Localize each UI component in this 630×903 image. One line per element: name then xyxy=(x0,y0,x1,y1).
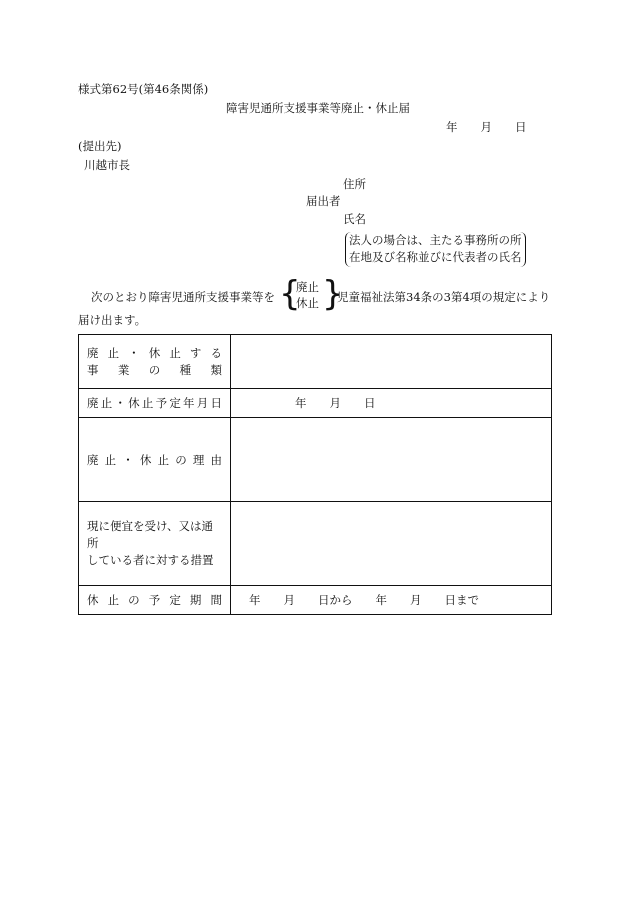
business-type-field[interactable] xyxy=(231,335,552,389)
body-prefix: 次のとおり障害児通所支援事業等を xyxy=(91,290,275,304)
business-type-label xyxy=(79,335,231,389)
notification-table xyxy=(78,334,552,615)
body-line2: 届け出ます。 xyxy=(78,313,147,327)
name-label: 氏名 xyxy=(343,212,366,226)
table-row-suspension-period xyxy=(79,586,552,615)
business-type-label-line1: 廃 止 ・ 休 止 す る xyxy=(87,345,222,360)
form-title: 障害児通所支援事業等廃止・休止届 xyxy=(226,101,410,115)
measures-label xyxy=(79,502,231,586)
measures-field[interactable] xyxy=(231,502,552,586)
notifier-label: 届出者 xyxy=(306,194,341,208)
corporation-note-line1: 法人の場合は、主たる事務所の所 xyxy=(349,233,522,247)
measures-label-line2: している者に対する措置 xyxy=(87,552,214,567)
recipient-name: 川越市長 xyxy=(84,158,130,172)
reason-label: 廃 止 ・ 休 止 の 理 由 xyxy=(79,418,231,502)
option-abolish: 廃止 xyxy=(296,280,319,294)
recipient-label: (提出先) xyxy=(78,139,122,153)
business-type-label-line2: 事 業 の 種 類 xyxy=(87,362,222,377)
address-label: 住所 xyxy=(343,177,366,191)
body-suffix: 児童福祉法第34条の3第4項の規定により xyxy=(337,290,551,304)
submission-date: 年 月 日 xyxy=(446,120,527,134)
corporation-note-line2: 在地及び名称並びに代表者の氏名 xyxy=(349,250,522,265)
suspension-period-label: 休 止 の 予 定 期 間 xyxy=(79,586,231,615)
scheduled-date-label: 廃 止 ・ 休 止 予 定 年 月 日 xyxy=(79,389,231,418)
corporation-note xyxy=(345,232,526,267)
measures-label-line1: 現に便宜を受け、又は通所 xyxy=(87,519,214,551)
left-brace-icon: { xyxy=(279,274,301,314)
reason-field[interactable] xyxy=(231,418,552,502)
table-row-scheduled-date xyxy=(79,389,552,418)
option-suspend: 休止 xyxy=(296,296,319,310)
suspension-period-field[interactable]: 年 月 日から 年 月 日まで xyxy=(231,586,552,615)
form-number: 様式第62号(第46条関係) xyxy=(78,82,209,96)
table-row-business-type xyxy=(79,335,552,389)
table-row-measures xyxy=(79,502,552,586)
scheduled-date-field[interactable]: 年 月 日 xyxy=(231,389,552,418)
table-row-reason xyxy=(79,418,552,502)
right-brace-icon: } xyxy=(322,274,344,314)
